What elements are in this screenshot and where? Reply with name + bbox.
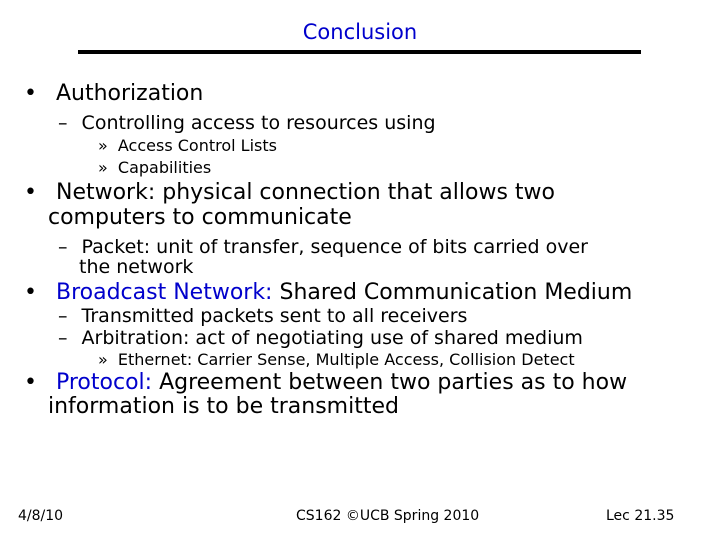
bullet-text: Shared Communication Medium bbox=[279, 280, 633, 305]
bullet-marker: • bbox=[24, 81, 37, 106]
sub-sub-bullet-text: Capabilities bbox=[117, 158, 212, 177]
title-underline bbox=[78, 50, 641, 54]
footer-lecture: Lec 21.35 bbox=[606, 508, 675, 524]
sub-sub-bullet-capabilities bbox=[98, 158, 211, 177]
sub-bullet-text: Controlling access to resources using bbox=[81, 112, 436, 134]
sub-bullet-transmitted bbox=[58, 305, 467, 327]
sub-bullet-marker: – bbox=[58, 236, 68, 258]
bullet-authorization bbox=[24, 81, 203, 106]
bullet-text: Agreement between two parties as to how bbox=[159, 370, 628, 395]
bullet-protocol-continued: information is to be transmitted bbox=[48, 394, 399, 419]
bullet-marker: • bbox=[24, 180, 37, 205]
sub-bullet-packet bbox=[58, 236, 588, 258]
bullet-highlight: Protocol: bbox=[55, 370, 153, 395]
sub-bullet-controlling-access bbox=[58, 112, 436, 134]
sub-bullet-text: Arbitration: act of negotiating use of shared medium bbox=[81, 327, 583, 349]
sub-bullet-text: Packet: unit of transfer, sequence of bits carried over bbox=[81, 236, 588, 258]
sub-bullet-marker: – bbox=[58, 305, 68, 327]
sub-bullet-marker: – bbox=[58, 327, 68, 349]
bullet-protocol bbox=[24, 370, 627, 395]
slide-title: Conclusion bbox=[302, 20, 418, 44]
sub-bullet-text: Transmitted packets sent to all receivers bbox=[81, 305, 468, 327]
bullet-broadcast-network bbox=[24, 280, 632, 305]
bullet-network bbox=[24, 180, 555, 205]
sub-sub-bullet-acl bbox=[98, 136, 277, 155]
sub-sub-bullet-marker: » bbox=[98, 158, 108, 177]
bullet-marker: • bbox=[24, 370, 37, 395]
sub-bullet-marker: – bbox=[58, 112, 68, 134]
sub-sub-bullet-marker: » bbox=[98, 350, 108, 369]
bullet-text: Authorization bbox=[55, 81, 204, 106]
sub-sub-bullet-text: Ethernet: Carrier Sense, Multiple Access, Collision Detect bbox=[117, 350, 575, 369]
footer-course: CS162 ©UCB Spring 2010 bbox=[296, 508, 480, 524]
bullet-marker: • bbox=[24, 280, 37, 305]
footer-date: 4/8/10 bbox=[18, 508, 64, 524]
sub-bullet-arbitration bbox=[58, 327, 583, 349]
bullet-text: Network: physical connection that allows two bbox=[55, 180, 556, 205]
bullet-highlight: Broadcast Network: bbox=[55, 280, 273, 305]
sub-bullet-packet-continued: the network bbox=[79, 256, 194, 278]
bullet-network-continued: computers to communicate bbox=[48, 205, 352, 230]
sub-sub-bullet-text: Access Control Lists bbox=[117, 136, 277, 155]
sub-sub-bullet-marker: » bbox=[98, 136, 108, 155]
sub-sub-bullet-ethernet bbox=[98, 350, 575, 369]
